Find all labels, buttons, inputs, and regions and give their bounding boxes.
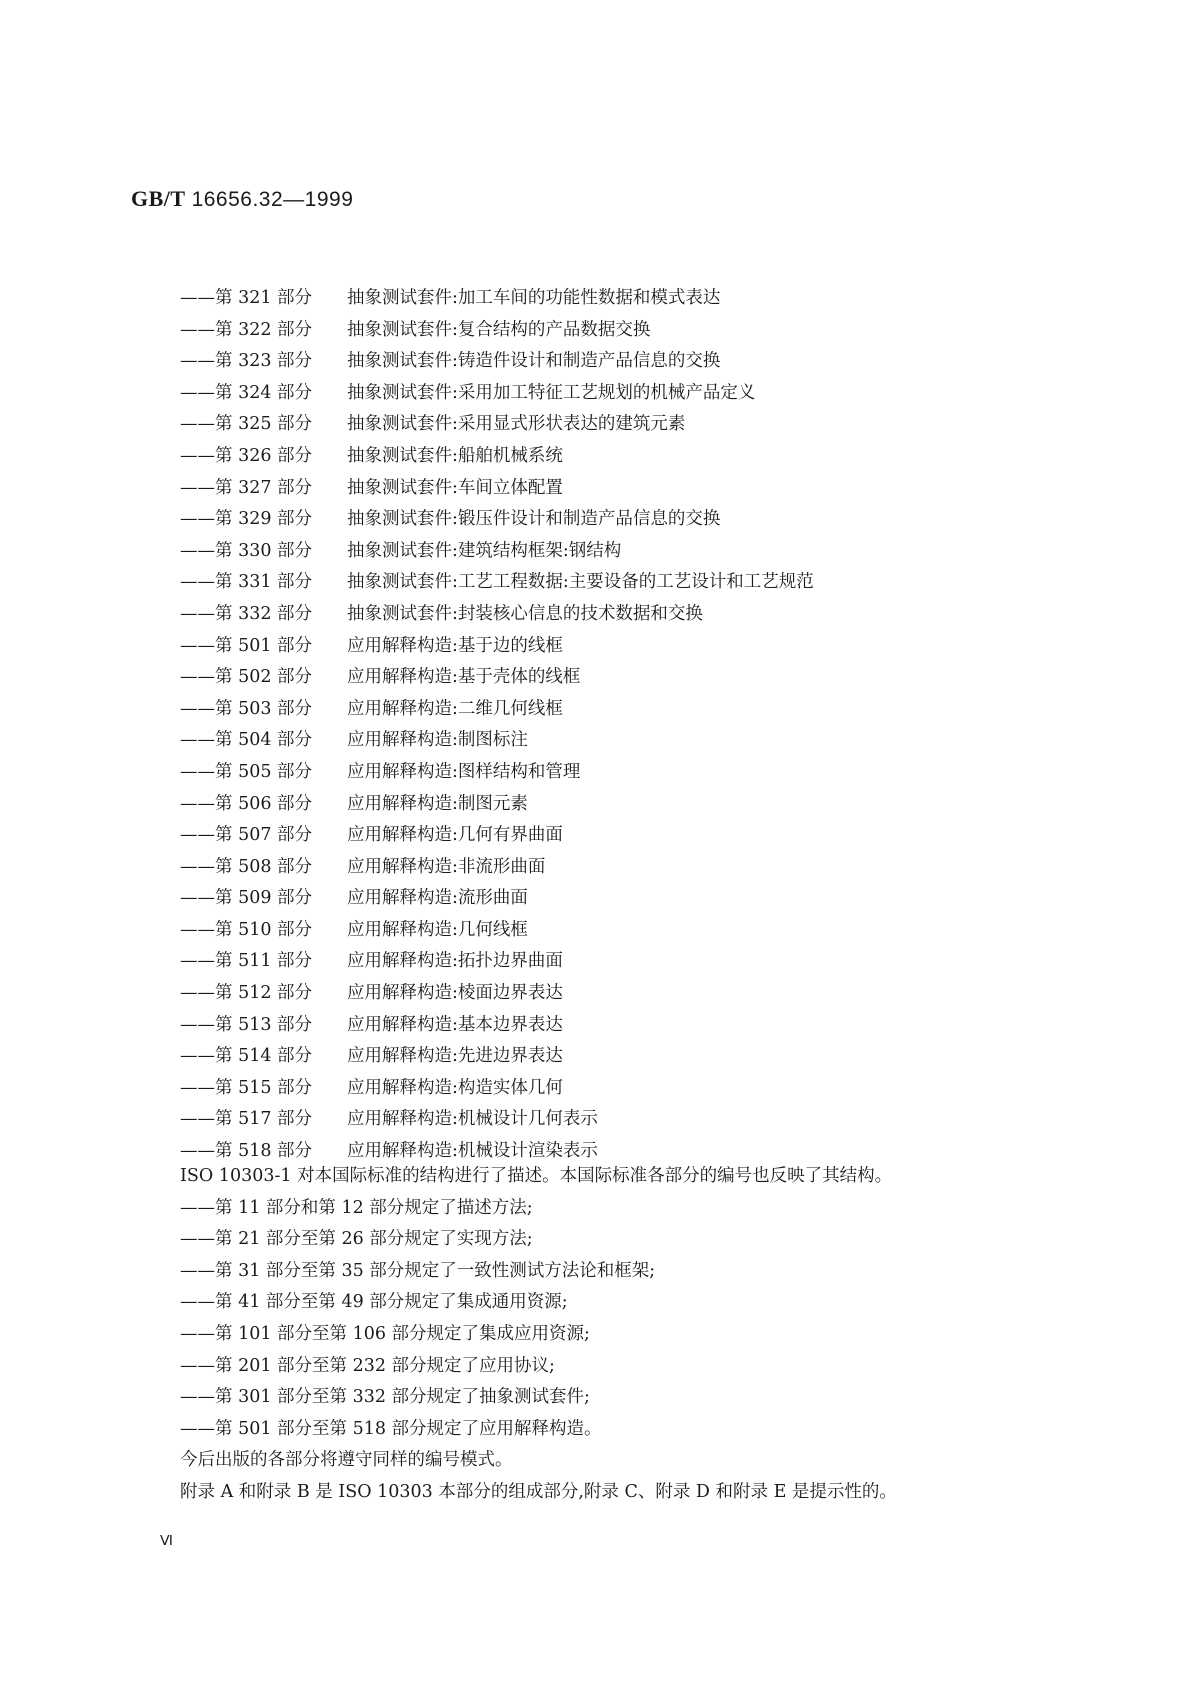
list-item: [180, 946, 814, 978]
part-number: ——第 512 部分: [180, 983, 313, 1004]
part-title: 应用解释构造:拓扑边界曲面: [347, 951, 563, 972]
part-title: 应用解释构造:几何有界曲面: [347, 825, 563, 846]
part-number: ——第 327 部分: [180, 477, 313, 498]
parts-list: [180, 283, 814, 1168]
list-item: [180, 441, 814, 473]
part-number: ——第 326 部分: [180, 445, 313, 466]
part-number: ——第 505 部分: [180, 761, 313, 782]
list-item: [180, 473, 814, 505]
paragraph-line: ——第 11 部分和第 12 部分规定了描述方法;: [180, 1197, 533, 1218]
part-title: 应用解释构造:机械设计几何表示: [347, 1109, 598, 1130]
part-title: 应用解释构造:基于壳体的线框: [347, 667, 581, 688]
list-item: [180, 599, 814, 631]
list-item: [180, 631, 814, 663]
part-number: ——第 518 部分: [180, 1141, 313, 1162]
list-item: [180, 883, 814, 915]
list-item: [180, 915, 814, 947]
part-number: ——第 325 部分: [180, 414, 313, 435]
part-number: ——第 332 部分: [180, 603, 313, 624]
part-number: ——第 513 部分: [180, 1014, 313, 1035]
list-item: [180, 536, 814, 568]
part-title: 抽象测试套件:采用显式形状表达的建筑元素: [347, 414, 686, 435]
list-item: [180, 378, 814, 410]
paragraph-line: ——第 41 部分至第 49 部分规定了集成通用资源;: [180, 1292, 568, 1313]
list-item: [180, 1041, 814, 1073]
list-item: [180, 852, 814, 884]
part-number: ——第 511 部分: [180, 951, 313, 972]
paragraph-line: 今后出版的各部分将遵守同样的编号模式。: [180, 1450, 513, 1471]
paragraph-line: ——第 301 部分至第 332 部分规定了抽象测试套件;: [180, 1387, 590, 1408]
part-title: 抽象测试套件:建筑结构框架:钢结构: [347, 540, 622, 561]
paragraph-line: ——第 201 部分至第 232 部分规定了应用协议;: [180, 1355, 555, 1376]
part-number: ——第 510 部分: [180, 919, 313, 940]
part-number: ——第 503 部分: [180, 698, 313, 719]
list-item: [180, 504, 814, 536]
part-number: ——第 322 部分: [180, 319, 313, 340]
part-title: 应用解释构造:构造实体几何: [347, 1077, 563, 1098]
part-number: ——第 330 部分: [180, 540, 313, 561]
part-title: 应用解释构造:图样结构和管理: [347, 761, 581, 782]
part-number: ——第 508 部分: [180, 856, 313, 877]
list-item: [180, 978, 814, 1010]
part-title: 应用解释构造:制图元素: [347, 793, 528, 814]
list-item: [180, 346, 814, 378]
part-number: ——第 501 部分: [180, 635, 313, 656]
part-title: 抽象测试套件:船舶机械系统: [347, 445, 563, 466]
part-title: 应用解释构造:几何线框: [347, 919, 528, 940]
part-number: ——第 514 部分: [180, 1046, 313, 1067]
part-title: 抽象测试套件:铸造件设计和制造产品信息的交换: [347, 351, 721, 372]
paragraph-line: ISO 10303-1 对本国际标准的结构进行了描述。本国际标准各部分的编号也反映了其结构。: [180, 1166, 893, 1186]
part-title: 抽象测试套件:采用加工特征工艺规划的机械产品定义: [347, 382, 756, 403]
part-title: 抽象测试套件:封装核心信息的技术数据和交换: [347, 603, 703, 624]
list-item: [180, 662, 814, 694]
part-title: 抽象测试套件:加工车间的功能性数据和模式表达: [347, 288, 721, 308]
page-number: Ⅵ: [160, 1534, 173, 1549]
paragraph-line: ——第 21 部分至第 26 部分规定了实现方法;: [180, 1229, 533, 1250]
part-title: 抽象测试套件:工艺工程数据:主要设备的工艺设计和工艺规范: [347, 572, 814, 593]
part-title: 应用解释构造:二维几何线框: [347, 698, 563, 719]
part-number: ——第 323 部分: [180, 351, 313, 372]
part-number: ——第 507 部分: [180, 825, 313, 846]
list-item: [180, 1104, 814, 1136]
part-number: ——第 515 部分: [180, 1077, 313, 1098]
list-item: [180, 409, 814, 441]
list-item: [180, 820, 814, 852]
body-text: [180, 1161, 897, 1509]
part-number: ——第 321 部分: [180, 288, 313, 308]
list-item: [180, 725, 814, 757]
part-number: ——第 329 部分: [180, 509, 313, 530]
part-number: ——第 504 部分: [180, 730, 313, 751]
list-item: [180, 1073, 814, 1105]
part-title: 应用解释构造:流形曲面: [347, 888, 528, 909]
list-item: [180, 567, 814, 599]
part-title: 应用解释构造:制图标注: [347, 730, 528, 751]
paragraph-line: ——第 501 部分至第 518 部分规定了应用解释构造。: [180, 1418, 602, 1439]
part-title: 抽象测试套件:复合结构的产品数据交换: [347, 319, 651, 340]
list-item: [180, 283, 814, 315]
part-number: ——第 509 部分: [180, 888, 313, 909]
list-item: [180, 789, 814, 821]
part-title: 应用解释构造:棱面边界表达: [347, 983, 563, 1004]
list-item: [180, 1010, 814, 1042]
page-header: [131, 186, 353, 212]
paragraph-line: ——第 101 部分至第 106 部分规定了集成应用资源;: [180, 1323, 590, 1344]
list-item: [180, 694, 814, 726]
part-number: ——第 324 部分: [180, 382, 313, 403]
part-title: 抽象测试套件:锻压件设计和制造产品信息的交换: [347, 509, 721, 530]
part-title: 应用解释构造:基本边界表达: [347, 1014, 563, 1035]
paragraph-line: ——第 31 部分至第 35 部分规定了一致性测试方法论和框架;: [180, 1260, 656, 1281]
part-title: 应用解释构造:机械设计渲染表示: [347, 1141, 598, 1162]
part-title: 应用解释构造:先进边界表达: [347, 1046, 563, 1067]
standard-number: 16656.32—1999: [191, 188, 354, 211]
list-item: [180, 315, 814, 347]
part-number: ——第 331 部分: [180, 572, 313, 593]
part-title: 抽象测试套件:车间立体配置: [347, 477, 563, 498]
part-title: 应用解释构造:基于边的线框: [347, 635, 563, 656]
part-title: 应用解释构造:非流形曲面: [347, 856, 546, 877]
part-number: ——第 506 部分: [180, 793, 313, 814]
paragraph-line: 附录 A 和附录 B 是 ISO 10303 本部分的组成部分,附录 C、附录 D 和附录 E 是提示性的。: [180, 1481, 897, 1502]
list-item: [180, 757, 814, 789]
part-number: ——第 517 部分: [180, 1109, 313, 1130]
standard-code: GB/T: [131, 186, 186, 211]
part-number: ——第 502 部分: [180, 667, 313, 688]
